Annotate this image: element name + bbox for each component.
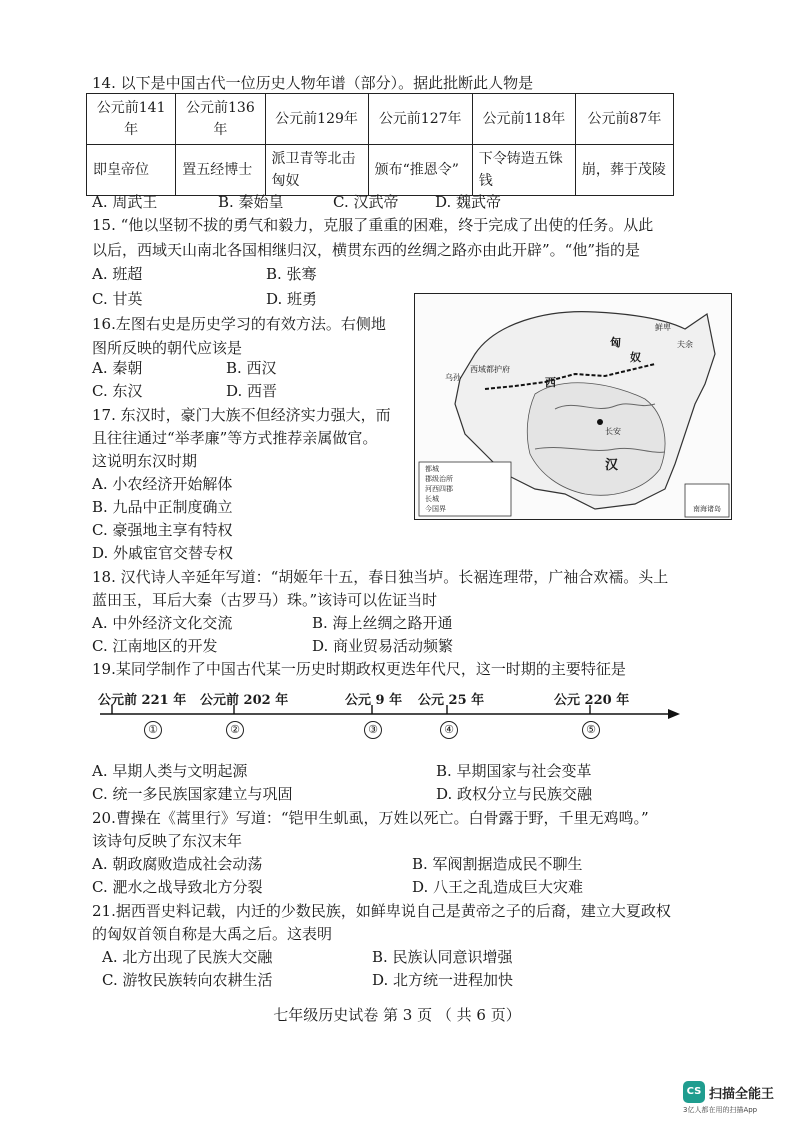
event-cell: 颁布“推恩令” xyxy=(368,145,472,196)
q17-line-1: 17. 东汉时，豪门大族不但经济实力强大，而 xyxy=(92,406,391,424)
q17-option-d: D. 外戚宦官交替专权 xyxy=(92,544,234,562)
q15-line-2: 以后，西域天山南北各国相继归汉，横贯东西的丝绸之路亦由此开辟”。“他”指的是 xyxy=(92,241,641,259)
map-label: 匈 xyxy=(610,336,621,349)
map-label: 夫余 xyxy=(677,340,693,349)
year-cell: 公元前127年 xyxy=(368,94,472,145)
timeline-tick-label: 公元 220 年 xyxy=(554,693,630,708)
q16-option-d: D. 西晋 xyxy=(226,382,278,400)
han-dynasty-map xyxy=(414,293,732,520)
event-cell: 置五经博士 xyxy=(176,145,265,196)
q19-option-b: B. 早期国家与社会变革 xyxy=(436,762,592,780)
year-cell: 公元前136年 xyxy=(176,94,265,145)
timeline-arrowhead xyxy=(668,709,680,719)
q19-option-c: C. 统一多民族国家建立与巩固 xyxy=(92,785,293,803)
q20-line-1: 20.曹操在《蒿里行》写道：“铠甲生虮虱，万姓以死亡。白骨露于野，千里无鸡鸣。” xyxy=(92,809,649,827)
cs-logo-icon: CS xyxy=(683,1081,705,1103)
q21-line-2: 的匈奴首领自称是大禹之后。这表明 xyxy=(92,925,333,943)
timeline-tick-label: 公元 25 年 xyxy=(418,693,485,708)
timeline-mark: ④ xyxy=(440,721,458,739)
q20-option-b: B. 军阀割据造成民不聊生 xyxy=(412,855,583,873)
q18-line-1: 18. 汉代诗人辛延年写道：“胡姬年十五，春日独当垆。长裾连理带，广袖合欢襦。头上 xyxy=(92,568,669,586)
q14-option-a: A. 周武王 xyxy=(92,193,158,211)
capital-marker xyxy=(597,419,603,425)
legend-item: 河西四郡 xyxy=(425,485,453,493)
table-row xyxy=(87,94,674,145)
q16-option-c: C. 东汉 xyxy=(92,382,143,400)
map-label: 鲜卑 xyxy=(655,323,671,332)
timeline-tick-label: 公元前 202 年 xyxy=(200,693,289,708)
page-footer: 七年级历史试卷 第 3 页 （ 共 6 页） xyxy=(273,1006,521,1024)
timeline-tick-label: 公元前 221 年 xyxy=(98,693,187,708)
q17-line-3: 这说明东汉时期 xyxy=(92,452,198,470)
year-cell: 公元前87年 xyxy=(575,94,673,145)
event-cell: 下令铸造五铢钱 xyxy=(472,145,575,196)
q20-option-d: D. 八王之乱造成巨大灾难 xyxy=(412,878,584,896)
q15-option-d: D. 班勇 xyxy=(266,290,318,308)
map-label: 西域都护府 xyxy=(470,365,510,374)
q17-line-2: 且往往通过“举孝廉”等方式推荐亲属做官。 xyxy=(92,429,378,447)
q20-line-2: 该诗句反映了东汉末年 xyxy=(92,832,243,850)
q21-line-1: 21.据西晋史料记载，内迁的少数民族，如鲜卑说自己是黄帝之子的后裔，建立大夏政权 xyxy=(92,902,671,920)
event-cell: 派卫青等北击匈奴 xyxy=(265,145,368,196)
map-drawing xyxy=(415,294,731,519)
map-label: 乌孙 xyxy=(445,373,461,382)
q14-option-b: B. 秦始皇 xyxy=(218,193,284,211)
year-cell: 公元前129年 xyxy=(265,94,368,145)
legend-item: 郡级治所 xyxy=(425,475,453,483)
year-cell: 公元前141年 xyxy=(87,94,176,145)
map-label: 长安 xyxy=(605,427,621,436)
q18-option-d: D. 商业贸易活动频繁 xyxy=(312,637,454,655)
legend-item: 都城 xyxy=(425,465,439,473)
timeline-mark: ② xyxy=(226,721,244,739)
q18-option-c: C. 江南地区的开发 xyxy=(92,637,218,655)
timeline-mark: ③ xyxy=(364,721,382,739)
q18-line-2: 蓝田玉，耳后大秦（古罗马）珠。”该诗可以佐证当时 xyxy=(92,591,438,609)
q21-option-a: A. 北方出现了民族大交融 xyxy=(102,948,273,966)
timeline-tick-label: 公元 9 年 xyxy=(345,693,403,708)
map-label: 西 xyxy=(545,376,556,389)
event-cell: 即皇帝位 xyxy=(87,145,176,196)
map-label: 奴 xyxy=(630,351,641,364)
q17-option-b: B. 九品中正制度确立 xyxy=(92,498,233,516)
q16-option-b: B. 西汉 xyxy=(226,359,277,377)
legend-item: 今国界 xyxy=(425,505,446,513)
q18-option-a: A. 中外经济文化交流 xyxy=(92,614,233,632)
q19-stem: 19.某同学制作了中国古代某一历史时期政权更迭年代尺，这一时期的主要特征是 xyxy=(92,660,626,678)
q21-option-c: C. 游牧民族转向农耕生活 xyxy=(102,971,273,989)
inset-label: 南海诸岛 xyxy=(693,505,721,513)
q15-line-1: 15. “他以坚韧不拔的勇气和毅力，克服了重重的困难，终于完成了出使的任务。从此 xyxy=(92,216,654,234)
q15-option-b: B. 张骞 xyxy=(266,265,317,283)
map-label: 汉 xyxy=(605,458,619,473)
q21-option-b: B. 民族认同意识增强 xyxy=(372,948,513,966)
q14-stem: 14. 以下是中国古代一位历史人物年谱（部分）。据此批断此人物是 xyxy=(92,74,534,92)
q17-option-c: C. 豪强地主享有特权 xyxy=(92,521,233,539)
q20-option-a: A. 朝政腐败造成社会动荡 xyxy=(92,855,263,873)
timeline-mark: ⑤ xyxy=(582,721,600,739)
q16-line-1: 16.左图右史是历史学习的有效方法。右侧地 xyxy=(92,315,386,333)
q14-option-d: D. 魏武帝 xyxy=(435,193,502,211)
chronology-table xyxy=(86,93,674,196)
q14-option-c: C. 汉武帝 xyxy=(333,193,399,211)
q20-option-c: C. 淝水之战导致北方分裂 xyxy=(92,878,263,896)
table-row xyxy=(87,145,674,196)
q16-line-2: 图所反映的朝代应该是 xyxy=(92,339,243,357)
q18-option-b: B. 海上丝绸之路开通 xyxy=(312,614,453,632)
q16-option-a: A. 秦朝 xyxy=(92,359,143,377)
q15-option-c: C. 甘英 xyxy=(92,290,143,308)
q19-option-a: A. 早期人类与文明起源 xyxy=(92,762,248,780)
q17-option-a: A. 小农经济开始解体 xyxy=(92,475,233,493)
watermark-tagline: 3亿人都在用的扫描App xyxy=(683,1106,758,1114)
event-cell: 崩，葬于茂陵 xyxy=(575,145,673,196)
timeline-mark: ① xyxy=(144,721,162,739)
year-cell: 公元前118年 xyxy=(472,94,575,145)
watermark-brand: 扫描全能王 xyxy=(709,1087,775,1102)
legend-item: 长城 xyxy=(425,495,439,503)
q19-option-d: D. 政权分立与民族交融 xyxy=(436,785,593,803)
q21-option-d: D. 北方统一进程加快 xyxy=(372,971,514,989)
q15-option-a: A. 班超 xyxy=(92,265,143,283)
